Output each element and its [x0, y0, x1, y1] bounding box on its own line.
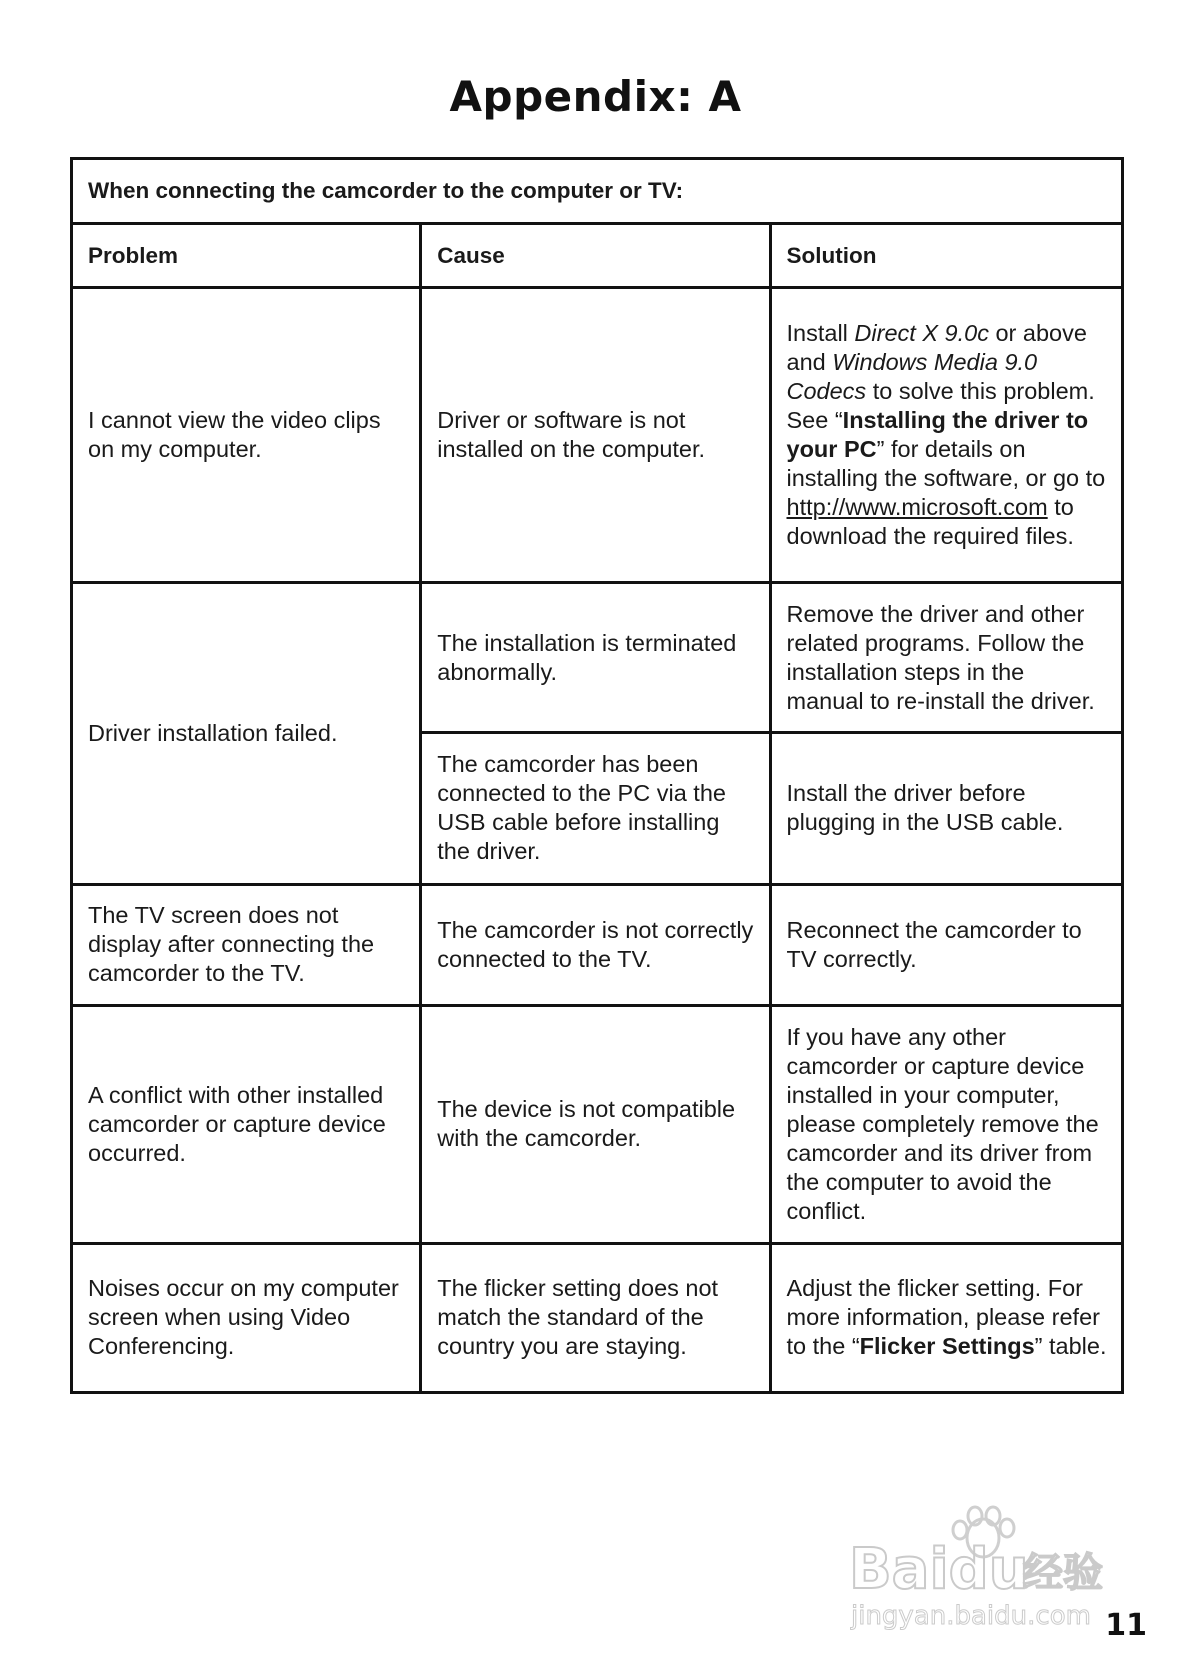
header-problem: Problem [72, 223, 421, 287]
table-row [72, 1005, 1123, 1243]
svg-text:Baidu: Baidu [849, 1537, 1029, 1602]
page-title: Appendix: A [449, 72, 742, 121]
problem-cell: A conflict with other installed camcorder or capture device occurred. [72, 1005, 421, 1243]
table-row [72, 884, 1123, 1005]
microsoft-link[interactable]: http://www.microsoft.com [786, 493, 1048, 520]
problem-cell: I cannot view the video clips on my computer. [72, 287, 421, 582]
svg-text:jingyan.baidu.com: jingyan.baidu.com [851, 1601, 1091, 1631]
svg-text:经验: 经验 [1023, 1550, 1103, 1596]
problem-cell: Driver installation failed. [72, 582, 421, 884]
solution-cell: Install the driver before plugging in the USB cable. [770, 733, 1123, 884]
header-cause: Cause [421, 223, 770, 287]
problem-cell: Noises occur on my computer screen when using Video Conferencing. [72, 1243, 421, 1392]
table-row [72, 582, 1123, 732]
solution-cell: If you have any other camcorder or capture device installed in your computer, please completely remove the camcorder and its driver from the computer to avoid the conflict. [770, 1005, 1123, 1243]
table-row [72, 1243, 1123, 1392]
table-caption: When connecting the camcorder to the computer or TV: [72, 159, 1123, 224]
page-number: 11 [1105, 1608, 1147, 1643]
cause-cell: The installation is terminated abnormally. [421, 582, 770, 732]
solution-cell: Install Direct X 9.0c or above and Windows Media 9.0 Codecs to solve this problem. See “Installing the driver to your PC” for details on installing the software, or go to http://www.microsoft.com to download the required files. [770, 287, 1123, 582]
cause-cell: The flicker setting does not match the standard of the country you are staying. [421, 1243, 770, 1392]
solution-cell: Reconnect the camcorder to TV correctly. [770, 884, 1123, 1005]
cause-cell: The device is not compatible with the camcorder. [421, 1005, 770, 1243]
solution-cell: Remove the driver and other related programs. Follow the installation steps in the manual to re-install the driver. [770, 582, 1123, 732]
troubleshooting-table [70, 157, 1124, 1394]
cause-cell: Driver or software is not installed on the computer. [421, 287, 770, 582]
solution-cell: Adjust the flicker setting. For more information, please refer to the “Flicker Settings” table. [770, 1243, 1123, 1392]
cause-cell: The camcorder is not correctly connected to the TV. [421, 884, 770, 1005]
problem-cell: The TV screen does not display after connecting the camcorder to the TV. [72, 884, 421, 1005]
cause-cell: The camcorder has been connected to the PC via the USB cable before installing the driver. [421, 733, 770, 884]
header-solution: Solution [770, 223, 1123, 287]
baidu-watermark [845, 1500, 1135, 1640]
table-row [72, 287, 1123, 582]
